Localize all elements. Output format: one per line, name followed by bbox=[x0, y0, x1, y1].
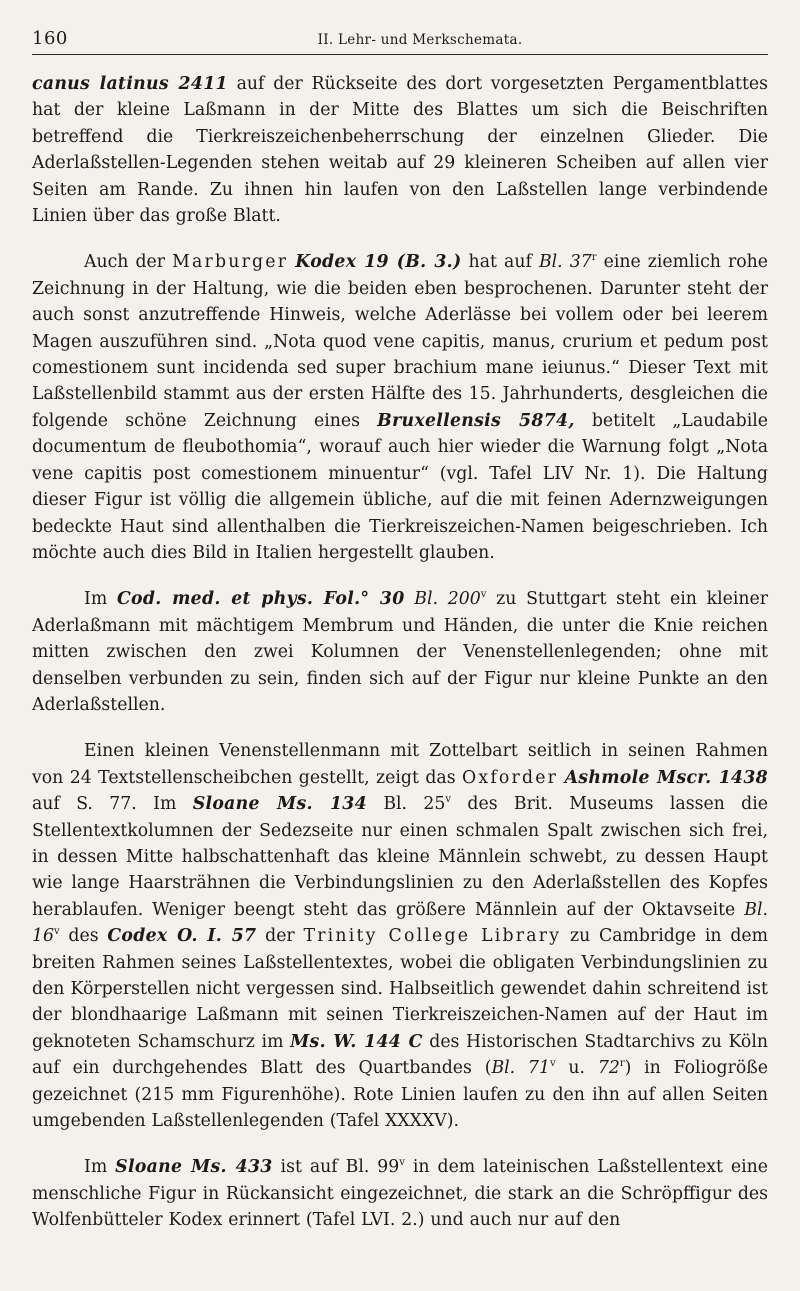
folio-side: r bbox=[591, 252, 597, 264]
page-number: 160 bbox=[32, 28, 68, 49]
paragraph-text: betitelt „Laudabile documentum de fleubothomia“, worauf auch hier wieder die Warnung folgt „Nota vene capitis post comestionem minuentur“ (vgl. Tafel LIV Nr. 1). Die Haltung dieser Figur ist völlig die allgemein übliche, auf die mit feinen Adernzweigungen bedeckte Haut sind allenthalben die Tierkreiszeichen-Namen beigeschrieben. Ich möchte auch dies Bild in Italien hergestellt glauben. bbox=[32, 410, 768, 563]
manuscript-signature: Cod. med. et phys. Fol.° 30 bbox=[116, 589, 405, 610]
spaced-place-name: Trinity College Library bbox=[303, 926, 562, 947]
running-title: II. Lehr- und Merkschemata. bbox=[317, 32, 523, 48]
folio-side: v bbox=[480, 589, 487, 601]
paragraph-text: Bl. 25 bbox=[366, 794, 446, 815]
manuscript-signature: Ms. W. 144 C bbox=[290, 1031, 423, 1052]
folio-side: v bbox=[549, 1058, 556, 1070]
folio-reference: Bl. 37 bbox=[538, 252, 592, 273]
paragraph-text: des Historischen Stadtarchivs zu Köln auf ein durchgehendes Blatt des Quartbandes ( bbox=[32, 1031, 768, 1079]
paragraph-1 bbox=[32, 71, 768, 229]
spaced-place-name: Oxforder bbox=[462, 767, 559, 788]
paragraph-text: eine ziemlich rohe Zeichnung in der Haltung, wie die beiden eben besprochenen. Darunter steht der auch sonst anzutreffende Hinweis, welche Aderlässe bei vollem oder bei leerem Magen auszuführen sind. „Nota quod vene capitis, manus, crurium et pedum post comestionem sunt incidenda sed super brachium mane ieiunus.“ Dieser Text mit Laßstellenbild stammt aus der ersten Hälfte des 15. Jahrhunderts, desgleichen die folgende schöne Zeichnung eines bbox=[32, 252, 768, 431]
paragraph-text: des bbox=[59, 926, 108, 947]
paragraph-text: zu Stuttgart steht ein kleiner Aderlaßmann mit mächtigem Membrum und Händen, die unter die Knie reichen mitten zwischen den zwei Kolumnen der Venenstellenlegenden; ohne mit denselben verbunden zu sein, finden sich auf der Figur nur kleine Punkte an den Aderlaßstellen. bbox=[32, 589, 768, 715]
folio-side: r bbox=[619, 1058, 625, 1070]
paragraph-text: ) in Foliogröße gezeichnet (215 mm Figurenhöhe). Rote Linien laufen zu den ihn auf allen Seiten umgebenden Laßstellenlegenden (Tafel XXXXV). bbox=[32, 1058, 769, 1132]
paragraph-text: in dem lateinischen Laßstellentext eine menschliche Figur in Rückansicht eingezeichnet, die stark an die Schröpffigur des Wolfenbütteler Kodex erinnert (Tafel LVI. 2.) und auch nur auf den bbox=[32, 1157, 769, 1231]
paragraph-text bbox=[405, 589, 415, 609]
manuscript-signature: canus latinus 2411 bbox=[32, 74, 228, 94]
paragraph-4 bbox=[32, 738, 768, 1134]
manuscript-signature: Bruxellensis 5874, bbox=[377, 410, 575, 431]
manuscript-signature: Sloane Ms. 134 bbox=[192, 794, 367, 815]
paragraph-text: auf der Rückseite des dort vorgesetzten Pergamentblattes hat der kleine Laßmann in der Mitte des Blattes um sich die Beischriften betreffend die Tierkreiszeichenbeherrschung der einzelnen Glieder. Die Aderlaßstellen-Legenden stehen weitab auf 29 kleineren Scheiben auf allen vier Seiten am Rande. Zu ihnen hin laufen von den Laßstellen lange verbindende Linien über das große Blatt. bbox=[32, 74, 768, 227]
paragraph-text: ist auf Bl. 99 bbox=[272, 1157, 400, 1178]
paragraph-text: zu Cambridge in dem breiten Rahmen seines Laßstellentextes, wobei die obligaten Verbindungslinien zu den Körperstellen nicht vergessen sind. Halbseitlich gewendet dahin schreitend ist der blondhaarige Laßmann mit seinen Tierkreiszeichen-Namen auf der Haut im geknoteten Schamschurz im bbox=[32, 926, 768, 1052]
paragraph-5 bbox=[32, 1154, 768, 1233]
folio-reference: Bl. 16 bbox=[32, 899, 768, 947]
paragraph-2 bbox=[32, 249, 768, 566]
folio-reference: Bl. 71 bbox=[491, 1058, 550, 1079]
page-header bbox=[32, 24, 768, 55]
folio-reference: Bl. 200 bbox=[414, 589, 481, 610]
paragraph-text: des Brit. Museums lassen die Stellentextkolumnen der Sedezseite nur einen schmalen Spalt zwischen sich frei, in dessen Mitte halbschattenhaft das kleine Männlein schwebt, zu dessen Haupt wie lange Haarsträhnen die Verbindungslinien zu den Aderlaßstellen des Kopfes herablaufen. Weniger beengt steht das größere Männlein auf der Oktavseite bbox=[32, 794, 768, 920]
manuscript-signature: Ashmole Mscr. 1438 bbox=[564, 767, 768, 788]
manuscript-signature: Sloane Ms. 433 bbox=[115, 1157, 273, 1178]
folio-side: v bbox=[54, 926, 60, 938]
page-body bbox=[32, 71, 768, 1234]
manuscript-signature: Kodex 19 (B. 3.) bbox=[295, 252, 462, 273]
paragraph-text: u. bbox=[555, 1058, 598, 1079]
paragraph-text: Einen kleinen Venenstellenmann mit Zottelbart seitlich in seinen Rahmen von 24 Textstellenscheibchen gestellt, zeigt das bbox=[32, 741, 768, 788]
folio-side: v bbox=[399, 1157, 405, 1169]
paragraph-text: Im bbox=[84, 1157, 116, 1178]
paragraph-text: der bbox=[256, 926, 304, 947]
folio-side: v bbox=[445, 794, 452, 806]
folio-reference: 72 bbox=[597, 1058, 620, 1079]
paragraph-text: Im bbox=[84, 589, 117, 610]
paragraph-3 bbox=[32, 586, 768, 718]
paragraph-text: Auch der bbox=[84, 252, 173, 273]
spaced-place-name: Marburger bbox=[172, 252, 289, 273]
paragraph-text: auf S. 77. Im bbox=[32, 794, 193, 815]
paragraph-text: hat auf bbox=[461, 252, 539, 273]
manuscript-signature: Codex O. I. 57 bbox=[107, 926, 257, 947]
